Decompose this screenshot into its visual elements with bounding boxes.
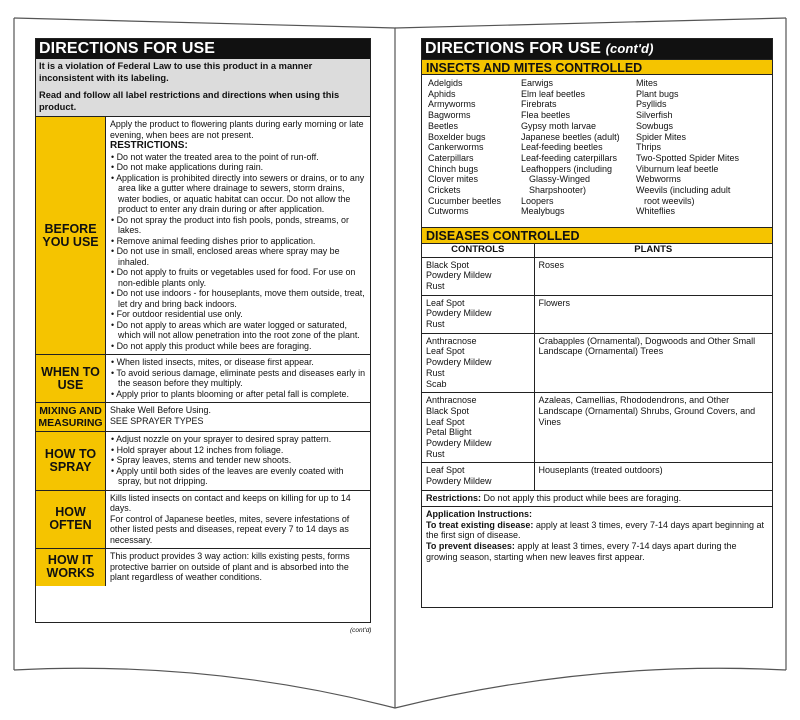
before-you-use-label: BEFORE YOU USE (36, 117, 106, 354)
insects-heading: INSECTS AND MITES CONTROLLED (422, 59, 772, 75)
disease-control-item: Powdery Mildew (426, 357, 492, 368)
insect-item: Crickets (428, 185, 461, 196)
how-often-section (36, 491, 370, 550)
insect-item: Silverfish (636, 110, 673, 121)
restriction-item: • Do not use in small, enclosed areas where spray may be inhaled. (110, 246, 367, 267)
diseases-table-body (422, 257, 772, 490)
restrictions-note-text: Do not apply this product while bees are foraging. (483, 492, 682, 503)
disease-control-item: Black Spot (426, 405, 470, 416)
how-often-label: HOW OFTEN (36, 491, 106, 549)
insect-item: Adelgids (428, 78, 463, 88)
legal-warning-1: It is a violation of Federal Law to use this product in a manner inconsistent with its labeling. (39, 61, 313, 83)
how-it-works-section (36, 549, 370, 586)
mixing-line-2: SEE SPRAYER TYPES (110, 415, 204, 426)
application-heading: Application Instructions: (426, 508, 533, 519)
right-title-suffix: (cont'd) (605, 41, 654, 56)
restriction-item: • Do not make applications during rain. (110, 162, 367, 173)
before-intro: Apply the product to flowering plants during early morning or late evening, when bees are not present. (110, 119, 364, 140)
legal-warning (36, 59, 370, 117)
insect-item: Plant bugs (636, 88, 679, 99)
when-to-use-section (36, 355, 370, 403)
prevent-label: To prevent diseases: (426, 540, 515, 551)
disease-control-item: Powdery Mildew (426, 308, 492, 319)
restriction-item: • Remove animal feeding dishes prior to application. (110, 236, 367, 247)
restriction-item: • Do not spray the product into fish pools, ponds, streams, or lakes. (110, 215, 367, 236)
disease-control-item: Rust (426, 280, 445, 291)
treat-text: apply at least 3 times, every 7-14 days apart beginning at the first sign of disease. (426, 519, 765, 541)
disease-controls-cell (422, 463, 534, 490)
disease-row (422, 295, 772, 333)
legal-warning-2: Read and follow all label restrictions and directions when using this product. (39, 90, 340, 112)
insect-item: Loopers (521, 195, 554, 206)
insect-item: Mealybugs (521, 206, 565, 217)
insect-item: Spider Mites (636, 131, 687, 142)
insect-item: Chinch bugs (428, 163, 479, 174)
mixing-label: MIXING AND MEASURING (36, 403, 106, 431)
right-title-text: DIRECTIONS FOR USE (425, 40, 602, 57)
spray-item: • Adjust nozzle on your sprayer to desired spray pattern. (110, 434, 367, 445)
disease-control-item: Rust (426, 367, 445, 378)
insect-item: Bagworms (428, 110, 471, 121)
when-item: • When listed insects, mites, or disease first appear. (110, 357, 367, 368)
restriction-item: • For outdoor residential use only. (110, 309, 367, 320)
insect-item: Whiteflies (636, 206, 676, 217)
disease-row (422, 463, 772, 490)
how-to-spray-label: HOW TO SPRAY (36, 432, 106, 490)
right-title (422, 39, 772, 59)
often-line-2: For control of Japanese beetles, mites, severe infestations of other listed pests and diseases, repeat every 7 to 14 days as necessary. (110, 513, 350, 545)
disease-control-item: Scab (426, 378, 447, 389)
insect-item: Sharpshooter) (529, 185, 587, 196)
restrictions-list (110, 152, 367, 352)
before-you-use-section (36, 117, 370, 355)
spray-item: • Hold sprayer about 12 inches from foliage. (110, 445, 367, 456)
disease-control-item: Leaf Spot (426, 346, 465, 357)
left-title: DIRECTIONS FOR USE (36, 39, 370, 59)
disease-controls-cell (422, 393, 534, 463)
application-instructions (422, 507, 772, 567)
insect-item: Aphids (428, 88, 456, 99)
disease-control-item: Leaf Spot (426, 297, 465, 308)
spray-item: • Spray leaves, stems and tender new shoots. (110, 455, 367, 466)
insects-column-1 (428, 78, 521, 223)
disease-control-item: Anthracnose (426, 395, 477, 406)
insects-list (422, 75, 772, 228)
insect-item: Viburnum leaf beetle (636, 163, 719, 174)
disease-row (422, 393, 772, 463)
mixing-line-1: Shake Well Before Using. (110, 405, 211, 415)
how-to-spray-section (36, 432, 370, 491)
disease-plants-cell: Houseplants (treated outdoors) (534, 463, 772, 490)
insect-item: Beetles (428, 120, 459, 131)
restriction-item: • Do not apply to areas which are water logged or saturated, which will not allow penetration into the root zone of the plant. (110, 320, 367, 341)
often-line-1: Kills listed insects on contact and keeps on killing for up to 14 days. (110, 492, 351, 513)
insect-item: Cucumber beetles (428, 195, 502, 206)
disease-control-item: Powdery Mildew (426, 438, 492, 449)
plants-column-header: PLANTS (534, 244, 772, 257)
insect-item: Armyworms (428, 99, 476, 110)
disease-control-item: Rust (426, 319, 445, 330)
insect-item: Earwigs (521, 78, 554, 88)
disease-plants-cell: Roses (534, 257, 772, 295)
insect-item: Leafhoppers (including (521, 163, 613, 174)
insect-item: Glassy-Winged (529, 174, 591, 185)
insects-column-2 (521, 78, 636, 223)
disease-control-item: Black Spot (426, 259, 470, 270)
disease-control-item: Anthracnose (426, 335, 477, 346)
insect-item: root weevils) (644, 195, 695, 206)
insect-item: Boxelder bugs (428, 131, 486, 142)
insect-item: Firebrats (521, 99, 557, 110)
restriction-item: • Do not water the treated area to the point of run-off. (110, 152, 367, 163)
disease-plants-cell: Flowers (534, 295, 772, 333)
insect-item: Flea beetles (521, 110, 571, 121)
prevent-instruction (426, 541, 768, 562)
disease-controls-cell (422, 295, 534, 333)
restriction-item: • Do not apply this product while bees are foraging. (110, 341, 367, 352)
insect-item: Elm leaf beetles (521, 88, 586, 99)
insect-item: Two-Spotted Spider Mites (636, 152, 740, 163)
disease-controls-cell (422, 333, 534, 393)
insect-item: Leaf-feeding beetles (521, 142, 603, 153)
insect-item: Cutworms (428, 206, 469, 217)
disease-control-item: Petal Blight (426, 427, 472, 438)
disease-control-item: Powdery Mildew (426, 270, 492, 281)
continued-note: (cont'd) (350, 627, 372, 634)
insect-item: Japanese beetles (adult) (521, 131, 620, 142)
treat-label: To treat existing disease: (426, 519, 534, 530)
spray-item: • Apply until both sides of the leaves are evenly coated with spray, but not dripping. (110, 466, 367, 487)
prevent-text: apply at least 3 times, every 7-14 days apart during the growing season, starting when new leaves first appear. (426, 540, 737, 562)
insect-item: Webworms (636, 174, 681, 185)
directions-panel-left (35, 38, 371, 623)
controls-column-header: CONTROLS (422, 244, 534, 257)
insect-item: Mites (636, 78, 658, 88)
when-item: • Apply prior to plants blooming or after petal fall is complete. (110, 389, 367, 400)
insect-item: Leaf-feeding caterpillars (521, 152, 618, 163)
insect-item: Sowbugs (636, 120, 674, 131)
how-it-works-label: HOW IT WORKS (36, 549, 106, 586)
insect-item: Psyllids (636, 99, 667, 110)
disease-plants-cell: Crabapples (Ornamental), Dogwoods and Other Small Landscape (Ornamental) Trees (534, 333, 772, 393)
diseases-table (422, 244, 772, 491)
disease-row (422, 333, 772, 393)
insect-item: Clover mites (428, 174, 479, 185)
insects-column-3 (636, 78, 769, 223)
disease-control-item: Leaf Spot (426, 416, 465, 427)
restriction-item: • Do not use indoors - for houseplants, move them outside, treat, let dry and bring back indoors. (110, 288, 367, 309)
restriction-item: • Do not apply to fruits or vegetables used for food. For use on non-edible plants only. (110, 267, 367, 288)
restrictions-note (422, 491, 772, 507)
works-text: This product provides 3 way action: kills existing pests, forms protective barrier on outside of plant and is absorbed into the plant regardless of weather conditions. (110, 551, 350, 582)
restrictions-note-label: Restrictions: (426, 492, 482, 503)
disease-control-item: Rust (426, 448, 445, 459)
directions-panel-right (421, 38, 773, 608)
treat-instruction (426, 520, 768, 541)
disease-controls-cell (422, 257, 534, 295)
when-to-use-label: WHEN TO USE (36, 355, 106, 402)
diseases-heading: DISEASES CONTROLLED (422, 228, 772, 244)
insect-item: Gypsy moth larvae (521, 120, 597, 131)
disease-row (422, 257, 772, 295)
when-item: • To avoid serious damage, eliminate pests and diseases early in the season before they multiply. (110, 368, 367, 389)
disease-plants-cell: Azaleas, Camellias, Rhododendrons, and Other Landscape (Ornamental) Shrubs, Ground Covers, and Vines (534, 393, 772, 463)
insect-item: Weevils (including adult (636, 185, 731, 196)
restrictions-heading: RESTRICTIONS: (110, 140, 188, 151)
restriction-item: • Application is prohibited directly into sewers or drains, or to any area like a gutter where drainage to sewers, storm drains, water bodies, or aquatic habitat can occur. Do not allow the product to enter any drain during or after application. (110, 173, 367, 215)
insect-item: Cankerworms (428, 142, 484, 153)
disease-control-item: Powdery Mildew (426, 476, 492, 487)
mixing-section (36, 403, 370, 432)
insect-item: Thrips (636, 142, 662, 153)
disease-control-item: Leaf Spot (426, 465, 465, 476)
insect-item: Caterpillars (428, 152, 474, 163)
